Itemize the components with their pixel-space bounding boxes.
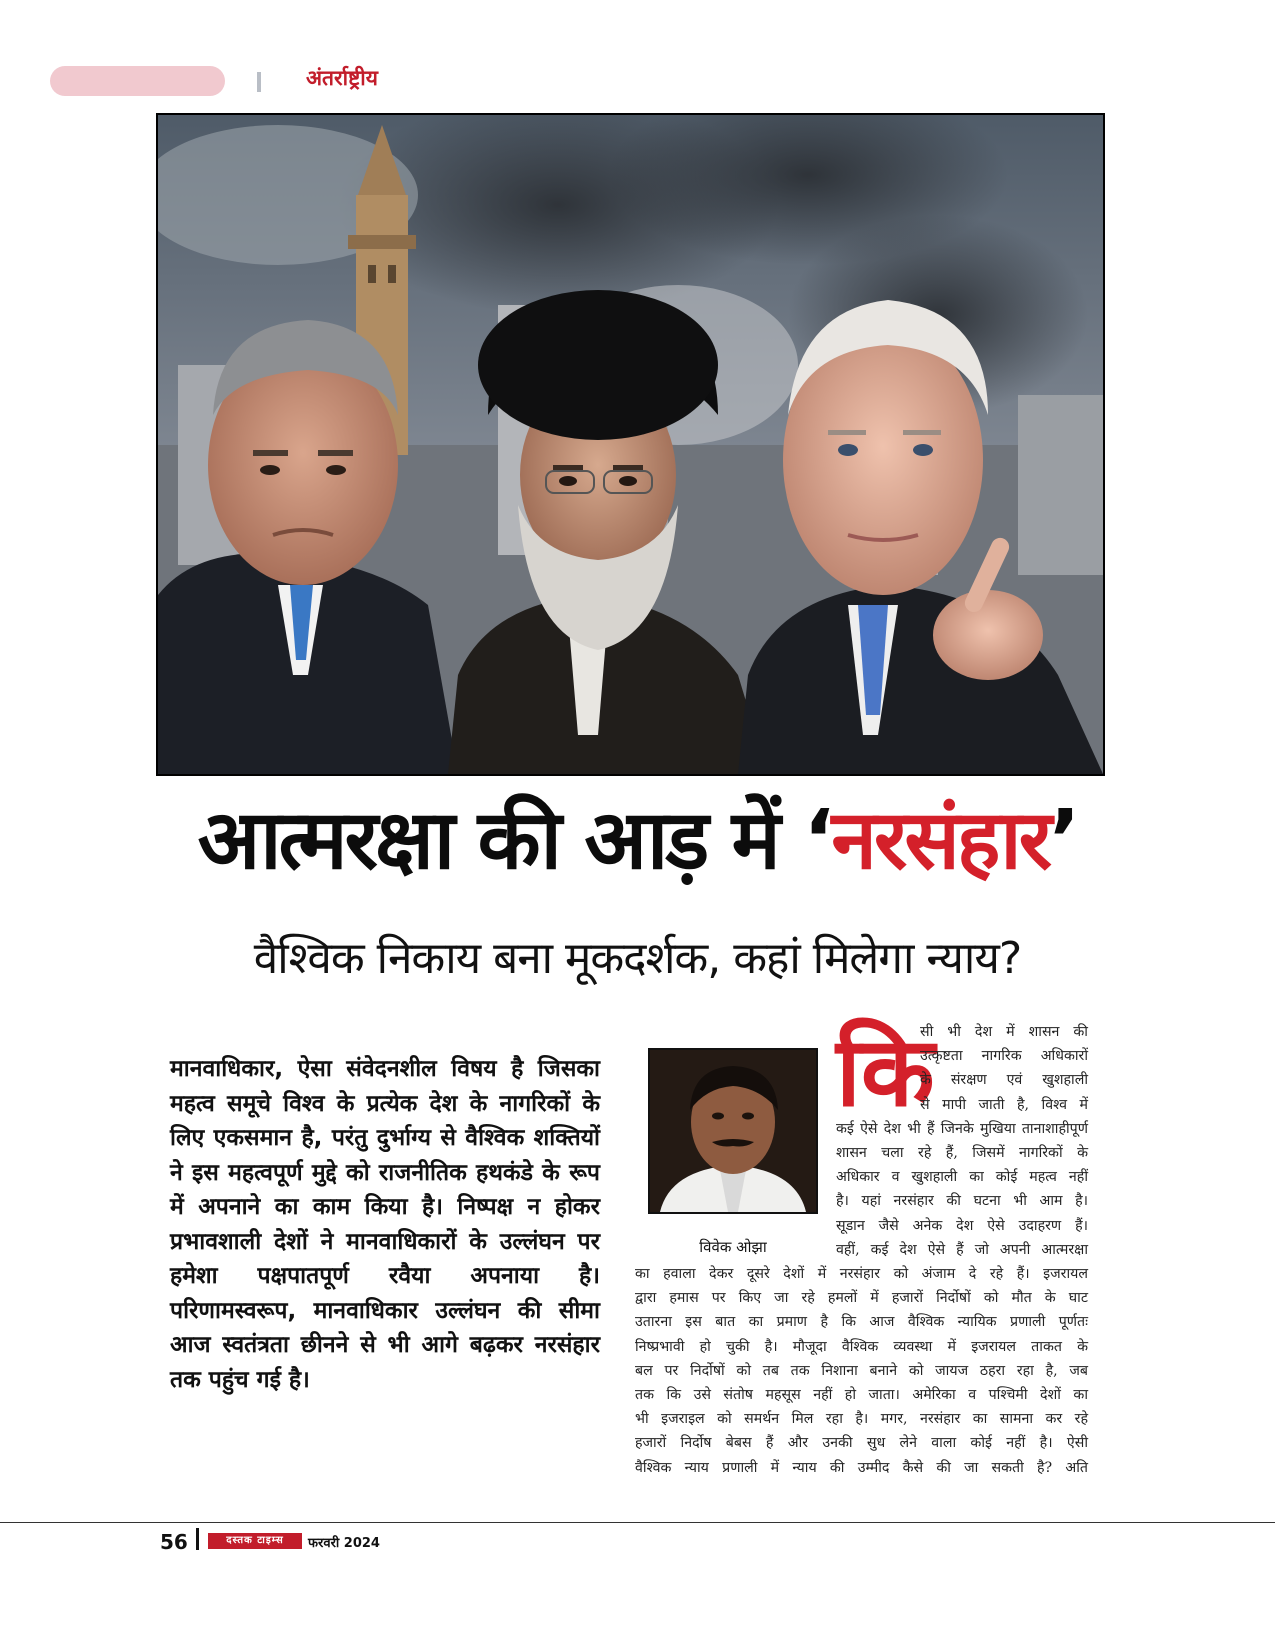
section-divider bbox=[257, 72, 261, 92]
body-line: के संरक्षण एवं खुशहाली bbox=[920, 1072, 1088, 1088]
body-line: द्वारा हमास पर किए जा रहे हमलों में हजारों निर्दोषों को मौत के घाट bbox=[635, 1290, 1088, 1306]
headline bbox=[0, 793, 1275, 888]
body-line: कई ऐसे देश भी हैं जिनके मुखिया तानाशाहीपूर्ण bbox=[836, 1121, 1088, 1137]
body-line: उतारना इस बात का प्रमाण है कि आज वैश्विक न्यायिक प्रणाली पूर्णतः bbox=[635, 1314, 1088, 1330]
page-number: 56 bbox=[160, 1530, 188, 1554]
author-name: विवेक ओझा bbox=[699, 1238, 767, 1256]
hero-image bbox=[156, 113, 1105, 776]
section-label[interactable]: अंतर्राष्ट्रीय bbox=[306, 66, 378, 90]
body-line: निष्प्रभावी हो चुकी है। मौजूदा वैश्विक व्यवस्था में इजरायल ताकत के bbox=[635, 1339, 1088, 1355]
body-line: वहीं, कई देश ऐसे हैं जो अपनी आत्मरक्षा bbox=[836, 1242, 1088, 1258]
headline-main: आत्मरक्षा की आड़ में ‘ bbox=[197, 793, 832, 888]
lede-paragraph: मानवाधिकार, ऐसा संवेदनशील विषय है जिसका महत्व समूचे विश्व के प्रत्येक देश के नागरिकों के लिए एकसमान है, परंतु दुर्भाग्य से वैश्विक शक्तियों ने इस महत्वपूर्ण मुद्दे को राजनीतिक हथकंडे के रूप में अपनाने का काम किया है। निष्पक्ष न होकर प्रभावशाली देशों ने मानवाधिकारों के उल्लंघन पर हमेशा पक्षपातपूर्ण रवैया अपनाया है। परिणामस्वरूप, मानवाधिकार उल्लंघन की सीमा आज स्वतंत्रता छीनने से भी आगे बढ़कर नरसंहार तक पहुंच गई है। bbox=[170, 1056, 600, 1393]
body-line: शासन चला रहे हैं, जिसमें नागरिकों के bbox=[836, 1145, 1088, 1161]
footer-rule bbox=[0, 1522, 1275, 1523]
headline-accent: नरसंहार bbox=[831, 793, 1050, 888]
drop-cap: कि bbox=[836, 1016, 935, 1128]
author-photo bbox=[648, 1048, 818, 1214]
body-line: उत्कृष्टता नागरिक अधिकारों bbox=[920, 1048, 1088, 1064]
headline-end: ’ bbox=[1049, 793, 1078, 888]
body-line: का हवाला देकर दूसरे देशों में नरसंहार को अंजाम दे रहे हैं। इजरायल bbox=[635, 1266, 1088, 1282]
body-line: है। यहां नरसंहार की घटना भी आम है। bbox=[836, 1193, 1088, 1209]
issue-date: फरवरी 2024 bbox=[308, 1536, 380, 1551]
body-line: बल पर निर्दोषों को तब तक निशाना बनाने को जायज ठहरा रहा है, जब bbox=[635, 1363, 1088, 1379]
body-line: वैश्विक न्याय प्रणाली में न्याय की उम्मीद कैसे की जा सकती है? अति bbox=[635, 1460, 1088, 1476]
footer-bar bbox=[196, 1528, 199, 1550]
body-line: अधिकार व खुशहाली का कोई महत्व नहीं bbox=[836, 1169, 1088, 1185]
body-line: सी भी देश में शासन की bbox=[920, 1024, 1088, 1040]
body-line: भी इजराइल को समर्थन मिल रहा है। मगर, नरसंहार का सामना कर रहे bbox=[635, 1411, 1088, 1427]
body-line: हजारों निर्दोष बेबस हैं और उनकी सुध लेने वाला कोई नहीं है। ऐसी bbox=[635, 1435, 1088, 1451]
magazine-logo: दस्तक टाइम्स bbox=[208, 1533, 302, 1549]
author-portrait bbox=[650, 1050, 816, 1212]
subheadline: वैश्विक निकाय बना मूकदर्शक, कहां मिलेगा न्याय? bbox=[253, 933, 1022, 984]
body-line: सूडान जैसे अनेक देश ऐसे उदाहरण हैं। bbox=[836, 1218, 1088, 1234]
section-pill bbox=[50, 66, 225, 96]
body-line: तक कि उसे संतोष महसूस नहीं हो जाता। अमेरिका व पश्चिमी देशों का bbox=[635, 1387, 1088, 1403]
hero-illustration bbox=[158, 115, 1103, 774]
body-line: से मापी जाती है, विश्व में bbox=[920, 1097, 1088, 1113]
